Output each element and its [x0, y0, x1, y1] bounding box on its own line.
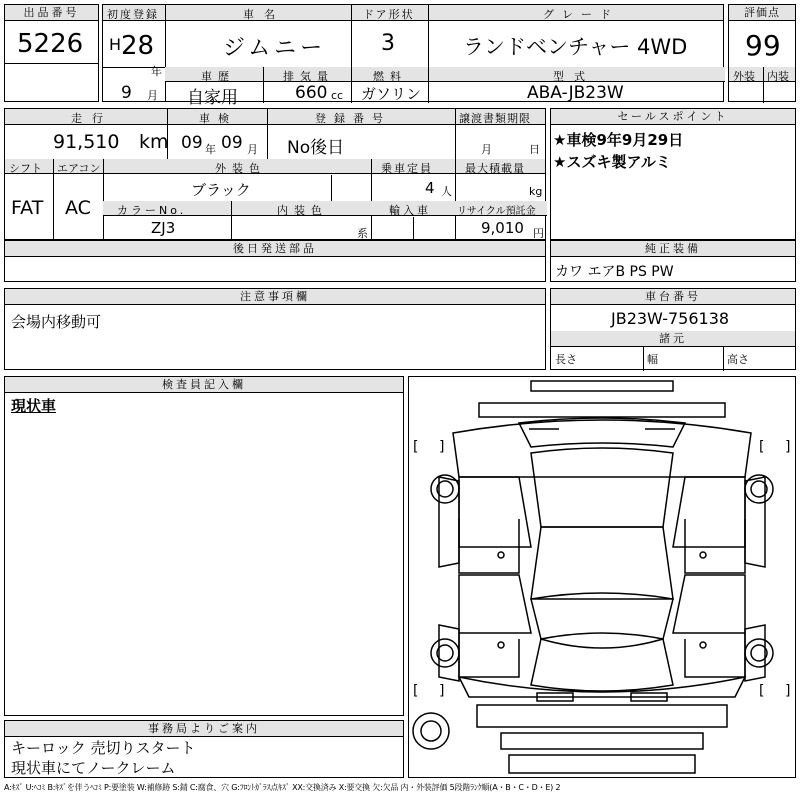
first-reg-era: H: [109, 35, 122, 54]
import-label: 輸入車: [389, 204, 431, 217]
inspection-year: 09: [181, 133, 203, 153]
recycle-unit: 円: [533, 227, 544, 240]
transfer-month-unit: 月: [481, 143, 492, 156]
legend-text: A:ｷｽﾞ U:ﾍｺﾐ B:ｷｽﾞを伴うﾍｺﾐ P:要塗装 W:補修跡 S:錆 C:腐食、穴 G:ﾌﾛﾝﾄｶﾞﾗｽ点ｷｽﾞ XX:交換済み X:要交換 欠:欠品 内・外装評価 5段階ﾗﾝｸ順(A・B・C・D・E) 2: [4, 783, 561, 792]
inspector-label: 検査員記入欄: [5, 377, 403, 393]
equipment-value: カワ エアB PS PW: [555, 264, 674, 280]
later-parts-label: 後日発送部品: [5, 241, 545, 257]
shift-value: FAT: [11, 197, 44, 219]
load-unit: kg: [529, 185, 543, 198]
vehicle-header-grid: [102, 4, 724, 108]
load-label: 最大積載量: [465, 162, 525, 175]
int-color-label: 内装色: [277, 204, 328, 217]
equipment-label: 純正装備: [551, 241, 795, 257]
dims-height-label: 高さ: [727, 353, 749, 366]
notes-value: 会場内移動可: [11, 313, 102, 331]
door-value: 3: [381, 31, 395, 56]
equipment-box: [550, 240, 796, 282]
lot-number-value: 5226: [17, 29, 84, 59]
shift-label: シフト: [9, 162, 42, 175]
lot-number-cell: [4, 4, 99, 102]
spec-grid: [4, 108, 546, 240]
displacement-value: 660: [295, 83, 328, 103]
car-diagram: [ ] [ ] [ ] [ ]: [408, 376, 796, 778]
dims-width-label: 幅: [647, 353, 658, 366]
first-reg-year: 28: [121, 31, 155, 61]
history-label: 車歴: [201, 70, 235, 83]
score-value: 99: [745, 29, 781, 62]
reg-no-value: No後日: [287, 138, 345, 158]
inspection-label: 車検: [199, 112, 237, 125]
notes-box: [4, 288, 546, 370]
grade-label: グレード: [543, 8, 619, 21]
office-label: 事務局よりご案内: [5, 721, 403, 737]
first-reg-month: 9: [121, 83, 132, 103]
capacity-value: 4: [425, 179, 435, 197]
displacement-unit: cc: [331, 89, 344, 102]
car-name-label: 車名: [243, 8, 285, 21]
inspector-value: 現状車: [11, 397, 57, 415]
score-cell: [728, 4, 796, 102]
color-no-label: カラーNo.: [117, 204, 187, 217]
inspection-year-unit: 年: [205, 143, 216, 156]
mileage-label: 走行: [71, 112, 113, 125]
history-value: 自家用: [187, 88, 238, 108]
transfer-day-unit: 日: [529, 143, 540, 156]
sales-points-box: [550, 108, 796, 240]
capacity-label: 乗車定員: [381, 162, 433, 175]
recycle-label: リサイクル預託金: [457, 206, 536, 217]
car-outline-diagram: [409, 377, 795, 777]
car-name-value: ジムニー: [223, 36, 327, 61]
office-box: [4, 720, 404, 778]
door-label: ドア形状: [363, 8, 415, 21]
office-line-1: キーロック 売切りスタート: [11, 739, 196, 757]
score-interior-label: 内装: [767, 70, 789, 83]
recycle-value: 9,010: [481, 219, 524, 237]
model-label: 型式: [553, 70, 595, 83]
chassis-box: [550, 288, 796, 370]
transfer-label: 譲渡書類期限: [459, 112, 531, 125]
mileage-value: 91,510: [53, 131, 120, 153]
sales-point-1: ★車検9年9月29日: [553, 131, 684, 149]
ac-label: エアコン: [57, 162, 101, 175]
office-line-2: 現状車にてノークレーム: [11, 759, 176, 777]
color-no-value: ZJ3: [151, 219, 176, 237]
mileage-unit: km: [139, 131, 169, 153]
int-color-suffix: 系: [357, 227, 368, 240]
fuel-value: ガソリン: [361, 85, 422, 103]
grade-value: ランドベンチャー 4WD: [463, 35, 688, 59]
first-reg-label: 初度登録: [107, 8, 159, 21]
dims-length-label: 長さ: [555, 353, 577, 366]
fuel-label: 燃料: [373, 70, 407, 83]
score-label: 評価点: [729, 5, 795, 21]
ext-color-value: ブラック: [191, 181, 251, 199]
reg-no-label: 登録番号: [315, 112, 391, 125]
chassis-value: JB23W-756138: [611, 309, 730, 328]
dims-label: 諸元: [551, 331, 795, 347]
sales-points-label: セールスポイント: [551, 109, 795, 125]
notes-label: 注意事項欄: [5, 289, 545, 305]
ext-color-label: 外装色: [215, 162, 266, 175]
first-reg-month-unit: 月: [147, 89, 158, 102]
sales-point-2: ★スズキ製アルミ: [553, 153, 671, 171]
inspection-month-unit: 月: [247, 143, 258, 156]
inspection-month: 09: [221, 133, 243, 153]
model-value: ABA-JB23W: [527, 83, 624, 103]
score-exterior-label: 外装: [733, 70, 755, 83]
later-parts-box: [4, 240, 546, 282]
lot-number-label: 出品番号: [5, 5, 98, 21]
first-reg-year-unit: 年: [151, 65, 162, 78]
chassis-label: 車台番号: [551, 289, 795, 305]
capacity-unit: 人: [441, 185, 452, 198]
ac-value: AC: [65, 197, 91, 219]
inspector-box: [4, 376, 404, 716]
displacement-label: 排気量: [283, 70, 334, 83]
